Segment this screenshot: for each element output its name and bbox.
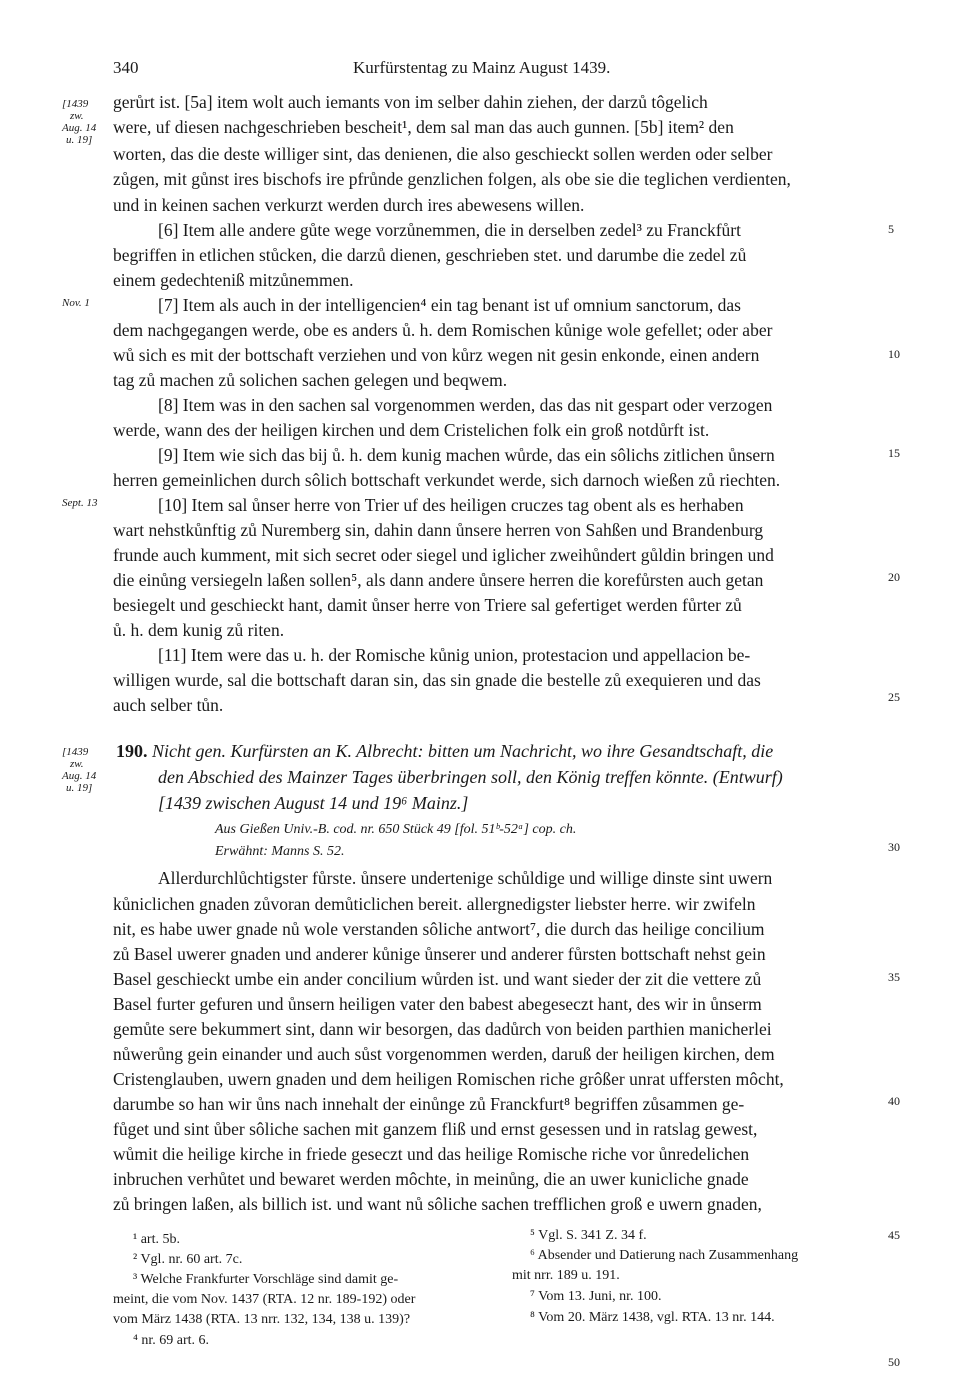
text-line: herren gemeinlichen durch sôlich bottschaft verkundet werde, sich darnoch wießen zů riechten. — [113, 470, 781, 490]
margin-line: u. 19] — [66, 782, 93, 794]
margin-date-sept: Sept. 13 — [62, 497, 98, 509]
heading-line: den Abschied des Mainzer Tages überbringen soll, den König treffen könnte. (Entwurf) — [158, 767, 783, 787]
heading-line: [1439 zwischen August 14 und 19⁶ Mainz.] — [158, 793, 469, 813]
footnote: ¹ art. 5b. — [133, 1232, 180, 1247]
margin-date-note — [62, 98, 96, 146]
text-line: gemůte sere bekummert sint, dann wir besorgen, das dadůrch von beiden parthien manicherlei — [113, 1019, 772, 1039]
line-number: 5 — [888, 222, 894, 236]
line-number: 50 — [888, 1355, 900, 1369]
text-line: nit, es habe uwer gnade nů wole verstanden sôliche antwort⁷, die durch das heilige concilium — [113, 919, 765, 939]
line-number: 45 — [888, 1228, 900, 1242]
line-number: 30 — [888, 840, 900, 854]
text-line: tag zů machen zů solichen sachen gelegen und beqwem. — [113, 370, 508, 390]
text-line: Basel geschieckt umbe ein ander concilium wůrden ist. und want sieder der zit die vettere zů — [113, 969, 762, 989]
line-number: 35 — [888, 970, 900, 984]
text-line: [9] Item wie sich das bij ů. h. dem kunig machen wůrde, das ein sôlichs zitlichen ůnsern — [158, 445, 775, 465]
footnote: meint, die vom Nov. 1437 (RTA. 12 nr. 189-192) oder — [113, 1292, 416, 1307]
footnote: mit nrr. 189 u. 191. — [512, 1268, 620, 1283]
text-line: [10] Item sal ůnser herre von Trier uf des heiligen cruczes tag obent als es herhaben — [158, 495, 744, 515]
text-line: Cristenglauben, uwern gnaden und dem heiligen Romischen riche grôßer unrat uffersten môcht, — [113, 1069, 784, 1089]
margin-line: u. 19] — [66, 134, 93, 146]
margin-line: Aug. 14 — [62, 122, 97, 134]
text-line: were, uf diesen nachgeschrieben bescheit¹, dem sal man das auch gunnen. [5b] item² den — [113, 117, 734, 137]
text-line: fůget und sint ůber sôliche sachen mit ganzem fliß und ernst gesessen und in ratslag gewest, — [113, 1119, 758, 1139]
text-line: inbruchen verhůtet und bewaret werden môchte, in meinůng, die an uwer kunicliche gnade — [113, 1169, 749, 1189]
text-line: [11] Item were das u. h. der Romische kůnig union, protestacion und appellacion be- — [158, 645, 751, 665]
text-line: darumbe so han wir ůns nach innehalt der einůnge zů Franckfurt⁸ begriffen zůsammen ge- — [113, 1094, 745, 1114]
margin-date-nov: Nov. 1 — [62, 297, 90, 309]
margin-line: zw. — [70, 110, 84, 122]
line-number: 40 — [888, 1094, 900, 1108]
text-line: zů bringen laßen, als billich ist. und want nů sôliche sachen trefflichen groß e uwern gnaden, — [113, 1194, 762, 1214]
text-line: und in keinen sachen verkurzt werden durch ires abewesens willen. — [113, 195, 585, 215]
footnote: ⁶ Absender und Datierung nach Zusammenhang — [530, 1248, 799, 1263]
line-number: 15 — [888, 446, 900, 460]
document-number: 190. — [116, 741, 148, 761]
footnote: ² Vgl. nr. 60 art. 7c. — [133, 1252, 243, 1267]
footnote: ³ Welche Frankfurter Vorschläge sind damit ge- — [133, 1272, 399, 1287]
running-head: Kurfürstentag zu Mainz August 1439. — [353, 58, 611, 77]
text-line: ů. h. dem kunig zů riten. — [113, 620, 285, 640]
margin-date-note-190 — [62, 746, 96, 794]
text-line: [7] Item als auch in der intelligencien⁴ ein tag benant ist uf omnium sanctorum, das — [158, 295, 741, 315]
source-note: Aus Gießen Univ.-B. cod. nr. 650 Stück 49 [fol. 51ᵇ-52ᵃ] cop. ch. — [215, 822, 577, 837]
text-line: einem gedechteniß mitzůnemmen. — [113, 270, 354, 290]
text-line: werde, wann des der heiligen kirchen und dem Cristelichen folk ein groß notdůrft ist. — [113, 420, 710, 440]
text-line: worten, das die deste williger sint, das denienen, die also geschieckt sollen werden oder selber — [113, 144, 773, 164]
mention-note: Erwähnt: Manns S. 52. — [215, 844, 345, 859]
footnote: vom März 1438 (RTA. 13 nrr. 132, 134, 138 u. 139)? — [113, 1312, 411, 1327]
text-line: wůmit die heilige kirche in friede geseczt und das heilige Romische riche vor ůnredelichen — [113, 1144, 750, 1164]
margin-line: zw. — [70, 758, 84, 770]
text-line: wů sich es mit der bottschaft verziehen und von kůrz wegen nit gesin enkonde, einen andern — [113, 345, 760, 365]
text-line: willigen wurde, sal die bottschaft daran sin, das sin gnade die bestelle zů exequieren und das — [113, 670, 761, 690]
text-line: kůniclichen gnaden zůvoran demůticlichen bereit. allergnedigster liebster herre. wir zwifeln — [113, 894, 756, 914]
text-line: frunde auch kumment, mit sich secret oder siegel und iglicher zweihůndert gůldin bringen und — [113, 545, 774, 565]
text-line: besiegelt und geschieckt hant, damit ůnser herre von Triere sal gefertiget werden fůrter zů — [113, 595, 742, 615]
text-line: die einůng versiegeln laßen sollen⁵, als dann andere ůnsere herren die korefůrsten auch getan — [113, 570, 764, 590]
page-number: 340 — [113, 58, 139, 77]
text-line: dem nachgegangen werde, obe es anders ů. h. dem Romischen kůnige wole gefellet; oder aber — [113, 320, 773, 340]
text-line: gerůrt ist. [5a] item wolt auch iemants von im selber dahin ziehen, der darzů tôgelich — [113, 92, 708, 112]
margin-line: Aug. 14 — [62, 770, 97, 782]
margin-line: [1439 — [62, 98, 89, 110]
text-line: Basel furter gefuren und ůnsern heiligen vater den babest abegeseczt hant, des wir in ůnserm — [113, 994, 762, 1014]
document-heading — [116, 738, 773, 764]
footnote: ⁵ Vgl. S. 341 Z. 34 f. — [530, 1228, 647, 1243]
text-line: nůwerůng gein einander und auch sůst vorgenommen werden, daruß der heiligen kirchen, dem — [113, 1044, 775, 1064]
line-number: 20 — [888, 570, 900, 584]
footnote: ⁴ nr. 69 art. 6. — [133, 1333, 210, 1348]
line-number: 10 — [888, 347, 900, 361]
footnote: ⁸ Vom 20. März 1438, vgl. RTA. 13 nr. 144. — [530, 1310, 775, 1325]
text-line: begriffen in etlichen stůcken, die darzů dienen, geschrieben stet. und darumbe die zedel zů — [113, 245, 747, 265]
text-line: [6] Item alle andere gůte wege vorzůnemmen, die in derselben zedel³ zu Franckfůrt — [158, 220, 741, 240]
text-line: zů Basel uwerer gnaden und anderer kůnige ůnserer und anderer fůrsten bottschaft nehst gein — [113, 944, 766, 964]
text-line: Allerdurchlůchtigster fůrste. ůnsere undertenige schůldige und willige dinste sint uwern — [158, 868, 773, 888]
text-line: zůgen, mit gůnst ires bischofs ire pfrůnde genzlichen folgen, als obe sie die teglichen verdienten, — [113, 169, 791, 189]
text-line: wart nehstkůnftig zů Nuremberg sin, dahin dann ůnsere herren von Sahßen und Brandenburg — [113, 520, 764, 540]
text-line: [8] Item was in den sachen sal vorgenommen werden, das das nit gespart oder verzogen — [158, 395, 773, 415]
footnote: ⁷ Vom 13. Juni, nr. 100. — [530, 1289, 662, 1304]
line-number: 25 — [888, 690, 900, 704]
text-line: auch selber tůn. — [113, 695, 224, 715]
margin-line: [1439 — [62, 746, 89, 758]
heading-line: Nicht gen. Kurfürsten an K. Albrecht: bitten um Nachricht, wo ihre Gesandtschaft, die — [152, 741, 774, 761]
